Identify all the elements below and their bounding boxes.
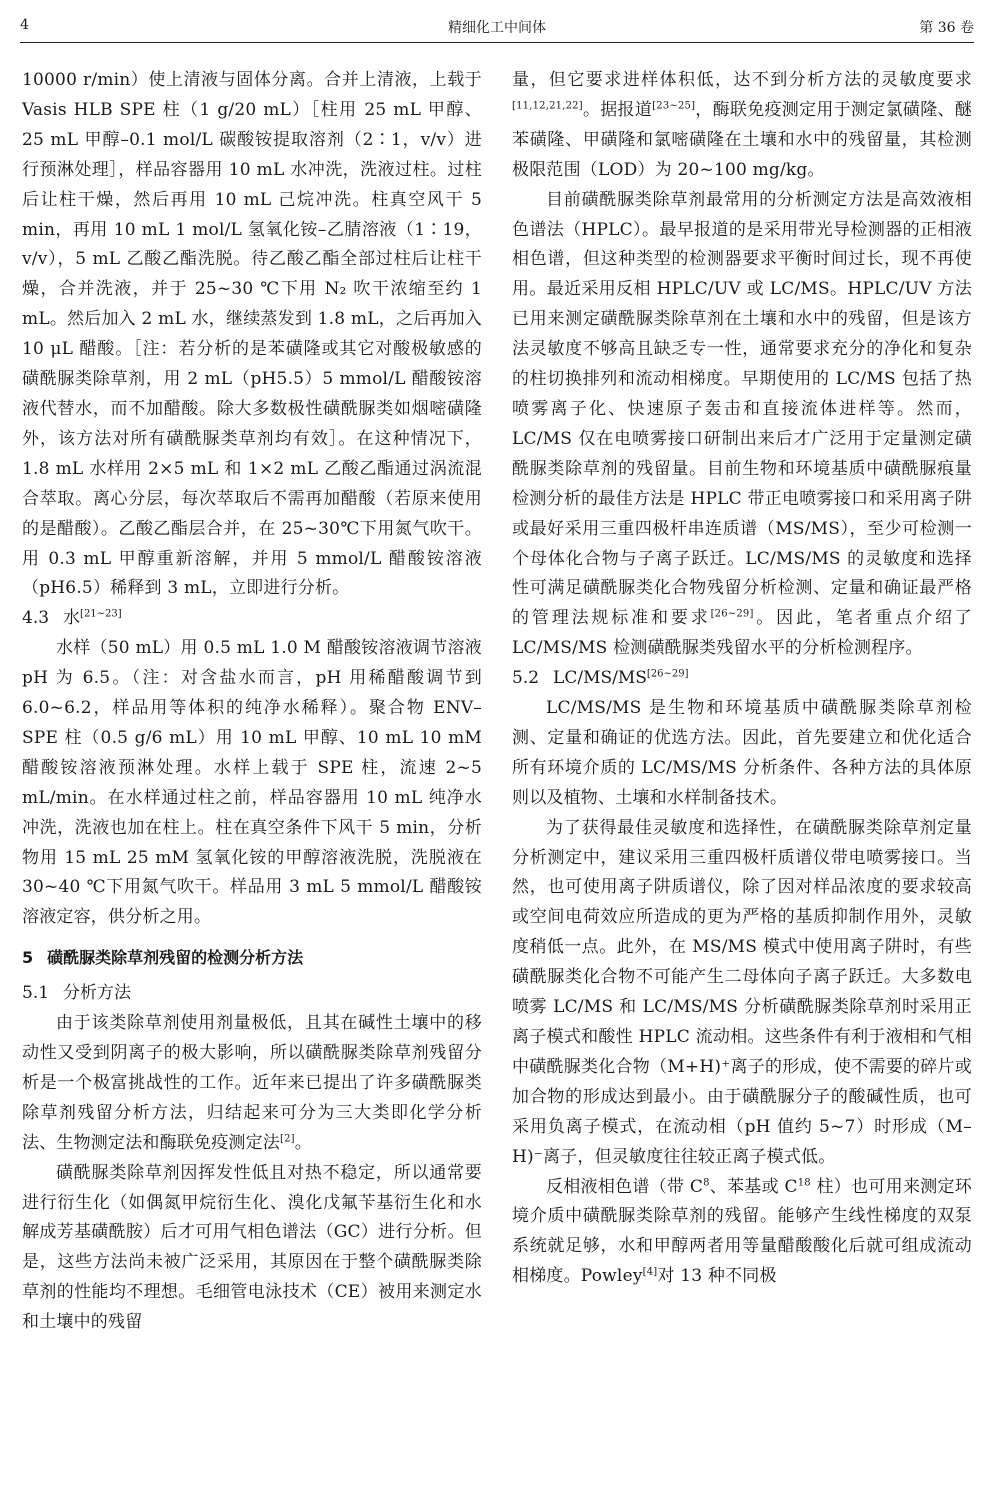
section-title: 水: [63, 608, 81, 629]
section-number: 5: [22, 948, 34, 968]
section-title: 磺酰脲类除草剂残留的检测分析方法: [47, 948, 304, 968]
paragraph-water-sample: 水样（50 mL）用 0.5 mL 1.0 M 醋酸铵溶液调节溶液 pH 为 6.5。（注：对含盐水而言，pH 用稀醋酸调节到 6.0~6.2，样品用等体积的纯净水稀释）。聚合物 ENV–SPE 柱（0.5 g/6 mL）用 10 mL 甲醇、10 mL 10 mM 醋酸铵溶液预淋处理。水样上载于 SPE 柱，流速 2~5 mL/min。在水样通过柱之前，样品容器用 10 mL 纯净水冲洗，洗液也加在柱上。柱在真空条件下风干 5 min，分析物用 15 mL 25 mM 氢氧化铵的甲醇溶液洗脱，洗脱液在 30~40 ℃下用氮气吹干。样品用 3 mL 5 mmol/L 醋酸铵溶液定容，供分析之用。: [22, 638, 482, 928]
paragraph-reverse-phase: 反相液相色谱（带 $C^8$、苯基或 $C^{18}$ 柱）也可用来测定环境介质中磺酰脲类除草剂的残留。能够产生线性梯度的双泵系统就足够，水和甲醇两者用等量醋酸酸化后就可组成流动相梯度。Powley[4]对 13 种不同极: [512, 1176, 972, 1287]
section-number: 5.1: [22, 983, 50, 1004]
reference-mark: [21~23]: [80, 608, 122, 620]
journal-name: 精细化工中间体: [448, 20, 546, 36]
reference-mark: [23~25]: [652, 100, 696, 112]
page-number: 4: [20, 17, 29, 33]
section-5-2-heading: [512, 664, 972, 694]
volume-label: 第 36 卷: [919, 20, 974, 36]
paragraph-hplc: 目前磺酰脲类除草剂最常用的分析测定方法是高效液相色谱法（HPLC）。最早报道的是采用带光导检测器的正相液相色谱，但这种类型的检测器要求平衡时间过长，现不再使用。最近采用反相 HPLC/UV 或 LC/MS。HPLC/UV 方法已用来测定磺酰脲类除草剂在土壤和水中的残留，但是该方法灵敏度不够高且缺乏专一性，通常要求充分的净化和复杂的柱切换排列和流动相梯度。早期使用的 LC/MS 包括了热喷雾离子化、快速原子轰击和直接流体进样等。然而，LC/MS 仅在电喷雾接口研制出来后才广泛用于定量测定磺酰脲类除草剂的残留量。目前生物和环境基质中磺酰脲痕量检测分析的最佳方法是 HPLC 带正电喷雾接口和采用离子阱或最好采用三重四极杆串连质谱（MS/MS），至少可检测一个母体化合物与子离子跃迁。LC/MS/MS 的灵敏度和选择性可满足磺酰脲类化合物残留分析检测、定量和确证最严格的管理法规标准和要求[26~29]。因此，笔者重点介绍了 LC/MS/MS 检测磺酰脲类残留水平的分析检测程序。: [512, 189, 973, 659]
paragraph-sensitivity: 为了获得最佳灵敏度和选择性，在磺酰脲类除草剂定量分析测定中，建议采用三重四极杆质谱仪带电喷雾接口。当然，也可使用离子阱质谱仪，除了因对样品浓度的要求较高或空间电荷效应所造成的更为严格的基质抑制作用外，灵敏度稍低一点。此外，在 MS/MS 模式中使用离子阱时，有些磺酰脲类化合物不可能产生二母体向子离子跃迁。大多数电喷雾 LC/MS 和 LC/MS/MS 分析磺酰脲类除草剂时采用正离子模式和酸性 HPLC 流动相。这些条件有利于液相和气相中磺酰脲类化合物（M+H)⁺离子的形成，使不需要的碎片或加合物的形成达到最小。由于磺酰脲分子的酸碱性质，也可采用负离子模式，在流动相（pH 值约 5~7）时形成（M–H)⁻离子，但灵敏度往往较正离子模式低。: [512, 817, 972, 1167]
reference-mark: [26~29]: [646, 668, 689, 680]
section-4-3-heading: [22, 604, 482, 634]
section-5-heading: [22, 943, 482, 973]
reference-mark: [11,12,21,22]: [512, 100, 583, 112]
reference-mark: [4]: [642, 1266, 658, 1278]
reference-mark: [2]: [280, 1133, 295, 1145]
right-column: [512, 66, 972, 1292]
reference-mark: [26~29]: [710, 608, 754, 620]
section-5-1-heading: [22, 979, 482, 1009]
section-title: 分析方法: [63, 983, 132, 1004]
left-column: [22, 66, 482, 1338]
page-header: [20, 6, 974, 43]
section-number: 4.3: [22, 608, 50, 629]
section-title: LC/MS/MS: [553, 668, 647, 689]
paragraph-soil-extraction: 10000 r/min）使上清液与固体分离。合并上清液，上载于 Vasis HLB SPE 柱（1 g/20 mL）［柱用 25 mL 甲醇、25 mL 甲醇–0.1 mol/L 碳酸铵提取溶剂（2∶1，v/v）进行预淋处理］，样品容器用 10 mL 水冲洗，洗液过柱。过柱后让柱干燥，然后再用 10 mL 己烷冲洗。柱真空风干 5 min，再用 10 mL 1 mol/L 氢氧化铵–乙腈溶液（1∶19，v/v），5 mL 乙酸乙酯洗脱。待乙酸乙酯全部过柱后让柱干燥，合并洗液，并于 25~30 ℃下用 N₂ 吹干浓缩至约 1 mL。然后加入 2 mL 水，继续蒸发到 1.8 mL，之后再加入 10 μL 醋酸。［注：若分析的是苯磺隆或其它对酸极敏感的磺酰脲类除草剂，用 2 mL（pH5.5）5 mmol/L 醋酸铵溶液代替水，而不加醋酸。除大多数极性磺酰脲类如烟嘧磺隆外，该方法对所有磺酰脲类草剂均有效］。在这种情况下，1.8 mL 水样用 2×5 mL 和 1×2 mL 乙酸乙酯通过涡流混合萃取。离心分层，每次萃取后不需再加醋酸（若原来使用的是醋酸）。乙酸乙酯层合并，在 25~30℃下用氮气吹干。用 0.3 mL 甲醇重新溶解，并用 5 mmol/L 醋酸铵溶液（pH6.5）稀释到 3 mL，立即进行分析。: [22, 70, 482, 599]
paragraph-ce-elisa: 量，但它要求进样体积低，达不到分析方法的灵敏度要求[11,12,21,22]。据报道[23~25]，酶联免疫测定用于测定氯磺隆、醚苯磺隆、甲磺隆和氯嘧磺隆在土壤和水中的残留量，其检测极限范围（LOD）为 20~100 mg/kg。: [512, 70, 972, 180]
paragraph-analysis-overview: 由于该类除草剂使用剂量极低，且其在碱性土壤中的移动性又受到阴离子的极大影响，所以磺酰脲类除草剂残留分析是一个极富挑战性的工作。近年来已提出了许多磺酰脲类除草剂残留分析方法，归结起来可分为三大类即化学分析法、生物测定法和酶联免疫测定法[2]。: [22, 1013, 482, 1153]
section-number: 5.2: [512, 668, 540, 689]
paragraph-lcmsms-intro: LC/MS/MS 是生物和环境基质中磺酰脲类除草剂检测、定量和确证的优选方法。因此，首先要建立和优化适合所有环境介质的 LC/MS/MS 分析条件、各种方法的具体原则以及植物、土壤和水样制备技术。: [512, 698, 972, 808]
paragraph-gc-ce: 磺酰脲类除草剂因挥发性低且对热不稳定，所以通常要进行衍生化（如偶氮甲烷衍生化、溴化戊氟苄基衍生化和水解成芳基磺酰胺）后才可用气相色谱法（GC）进行分析。但是，这些方法尚未被广泛采用，其原因在于整个磺酰脲类除草剂的性能均不理想。毛细管电泳技术（CE）被用来测定水和土壤中的残留: [22, 1162, 482, 1333]
